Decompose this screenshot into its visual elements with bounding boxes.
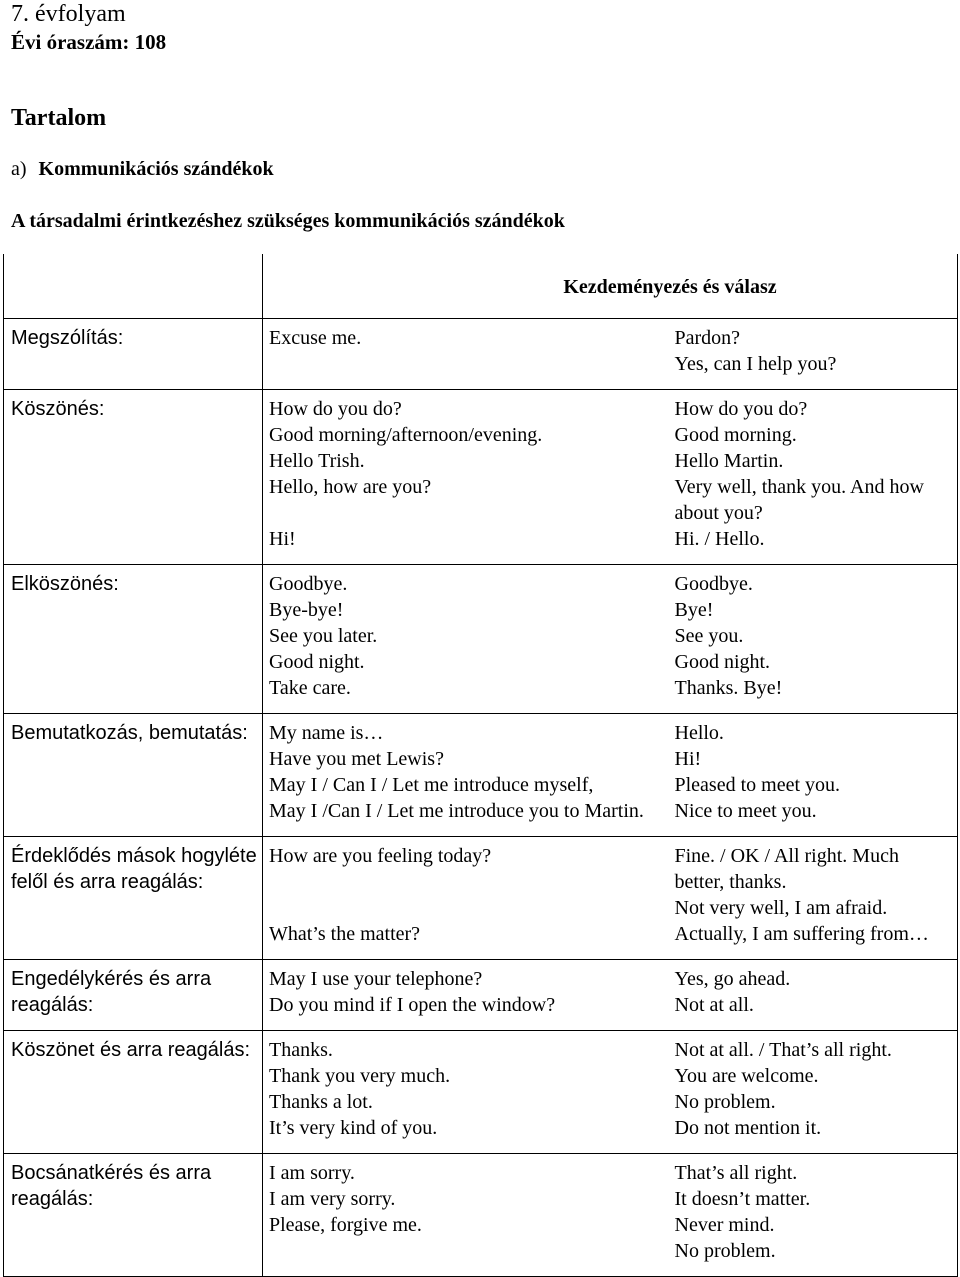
intent-label: Engedélykérés és arra reagálás: (4, 960, 263, 1031)
intent-label: Bemutatkozás, bemutatás: (4, 714, 263, 837)
initiation-line: I am sorry. (269, 1162, 355, 1184)
initiation-line: Bye-bye! (269, 599, 344, 621)
table-row (4, 1031, 958, 1154)
initiation-line: How do you do? (269, 398, 402, 420)
initiation-line: Goodbye. (269, 573, 348, 595)
initiation-cell (263, 714, 669, 837)
intent-label: Elköszönés: (4, 565, 263, 714)
response-line: Nice to meet you. (674, 800, 817, 822)
response-cell (669, 837, 958, 960)
section-title-text: Kommunikációs szándékok (38, 158, 274, 180)
response-line: Hello. (674, 722, 724, 744)
response-line: No problem. (674, 1240, 776, 1262)
initiation-line: May I / Can I / Let me introduce myself, (269, 774, 594, 796)
response-line: Not very well, I am afraid. (674, 897, 888, 919)
response-line: Bye! (674, 599, 714, 621)
table-row (4, 960, 958, 1031)
initiation-line: Excuse me. (269, 327, 362, 349)
initiation-line: How are you feeling today? (269, 845, 492, 867)
response-line: Never mind. (674, 1214, 775, 1236)
table-header-row (4, 254, 958, 319)
subsection-title: A társadalmi érintkezéshez szükséges kommunikációs szándékok (11, 210, 565, 232)
response-cell (669, 565, 958, 714)
section-letter: a) (11, 158, 27, 180)
response-line: Yes, go ahead. (674, 968, 791, 990)
initiation-cell (263, 837, 669, 960)
response-line: Not at all. / That’s all right. (674, 1039, 892, 1061)
content-title: Tartalom (11, 105, 107, 131)
initiation-line: See you later. (269, 625, 378, 647)
initiation-line: Thanks. (269, 1039, 333, 1061)
response-line: Pardon? (674, 327, 741, 349)
response-cell (669, 1031, 958, 1154)
column-header: Kezdeményezés és válasz (263, 254, 958, 319)
response-line: Thanks. Bye! (674, 677, 783, 699)
initiation-line: Thank you very much. (269, 1065, 451, 1087)
response-line: Good morning. (674, 424, 797, 446)
table-row (4, 390, 958, 565)
initiation-line (269, 895, 665, 921)
response-line: That’s all right. (674, 1162, 798, 1184)
initiation-cell (263, 319, 669, 390)
initiation-line: Thanks a lot. (269, 1091, 373, 1113)
response-cell (669, 960, 958, 1031)
response-line: Yes, can I help you? (674, 353, 837, 375)
intent-label: Megszólítás: (4, 319, 263, 390)
communication-table (3, 254, 958, 1277)
initiation-line (269, 500, 665, 526)
response-line: It doesn’t matter. (674, 1188, 811, 1210)
table-row (4, 319, 958, 390)
table-row (4, 565, 958, 714)
response-cell (669, 390, 958, 565)
initiation-line: Take care. (269, 677, 351, 699)
initiation-line: Hi! (269, 528, 296, 550)
initiation-line: Hello, how are you? (269, 476, 432, 498)
intent-label: Köszönés: (4, 390, 263, 565)
initiation-line: May I /Can I / Let me introduce you to Martin. (269, 800, 644, 822)
response-line: Hi! (674, 748, 702, 770)
table-row (4, 714, 958, 837)
response-line: Hi. / Hello. (674, 528, 765, 550)
response-cell (669, 319, 958, 390)
initiation-line: Have you met Lewis? (269, 748, 444, 770)
response-line: Fine. / OK / All right. Much better, thanks. (674, 845, 904, 893)
initiation-line: What’s the matter? (269, 923, 421, 945)
response-line: Goodbye. (674, 573, 753, 595)
initiation-line: Please, forgive me. (269, 1214, 422, 1236)
intent-label: Bocsánatkérés és arra reagálás: (4, 1154, 263, 1277)
initiation-line: Good morning/afternoon/evening. (269, 424, 543, 446)
section-title (11, 156, 274, 182)
initiation-cell (263, 1154, 669, 1277)
response-line: Actually, I am suffering from… (674, 923, 929, 945)
response-line: Hello Martin. (674, 450, 784, 472)
initiation-line: My name is… (269, 722, 384, 744)
response-cell (669, 714, 958, 837)
initiation-line: I am very sorry. (269, 1188, 396, 1210)
initiation-line: It’s very kind of you. (269, 1117, 438, 1139)
initiation-line: Hello Trish. (269, 450, 365, 472)
initiation-cell (263, 960, 669, 1031)
response-line: How do you do? (674, 398, 808, 420)
intent-label: Köszönet és arra reagálás: (4, 1031, 263, 1154)
grade-heading: 7. évfolyam (11, 1, 126, 27)
response-line: Very well, thank you. And how about you? (674, 476, 929, 524)
header-blank-cell (4, 254, 263, 319)
response-line: No problem. (674, 1091, 776, 1113)
table-row (4, 837, 958, 960)
initiation-line: Good night. (269, 651, 365, 673)
initiation-cell (263, 1031, 669, 1154)
initiation-line: May I use your telephone? (269, 968, 483, 990)
intent-label: Érdeklődés mások hogyléte felől és arra reagálás: (4, 837, 263, 960)
initiation-line (269, 869, 665, 895)
initiation-line: Do you mind if I open the window? (269, 994, 556, 1016)
initiation-cell (263, 565, 669, 714)
table-row (4, 1154, 958, 1277)
response-line: Good night. (674, 651, 771, 673)
response-cell (669, 1154, 958, 1277)
response-line: You are welcome. (674, 1065, 819, 1087)
response-line: Do not mention it. (674, 1117, 822, 1139)
initiation-cell (263, 390, 669, 565)
response-line: See you. (674, 625, 744, 647)
annual-hours: Évi óraszám: 108 (11, 30, 167, 54)
response-line: Not at all. (674, 994, 754, 1016)
response-line: Pleased to meet you. (674, 774, 841, 796)
